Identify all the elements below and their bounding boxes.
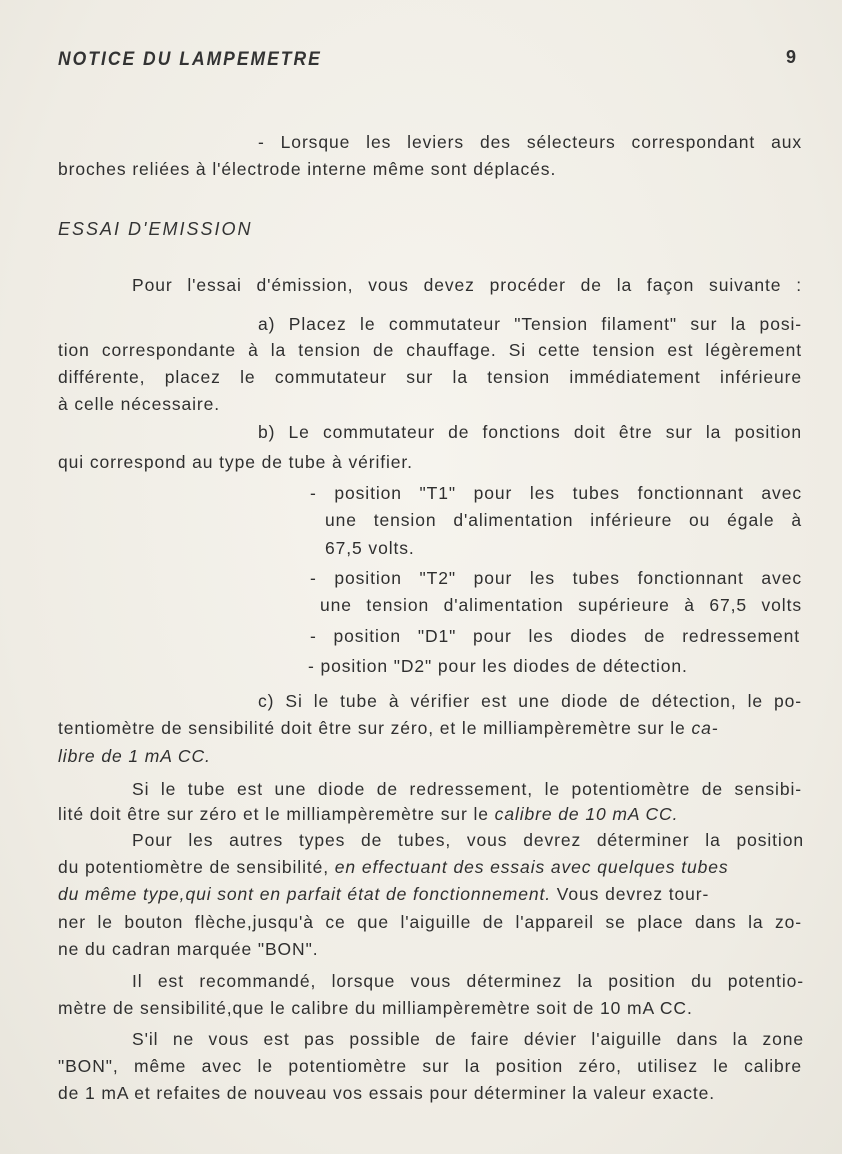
list-item: une tension d'alimentation supérieure à 67,5 volts	[320, 595, 802, 615]
intro-line-2: broches reliées à l'électrode interne même sont déplacés.	[58, 159, 557, 179]
paragraph-line: Pour l'essai d'émission, vous devez procéder de la façon suivante :	[132, 275, 802, 295]
paragraph-line: ne du cadran marquée "BON".	[58, 939, 319, 959]
paragraph-line: b) Le commutateur de fonctions doit être sur la position	[258, 422, 802, 442]
paragraph-line: Si le tube est une diode de redressement, le potentiomètre de sensibi-	[132, 779, 802, 799]
list-item: - position "T1" pour les tubes fonctionnant avec	[310, 483, 802, 503]
paragraph-line: libre de 1 mA CC.	[58, 746, 211, 766]
paragraph-line: différente, placez le commutateur sur la tension immédiatement inférieure	[58, 367, 802, 387]
paragraph-line: qui correspond au type de tube à vérifier.	[58, 452, 413, 472]
paragraph-line: du même type,qui sont en parfait état de fonctionnement. Vous devrez tour-	[58, 884, 710, 904]
paragraph-line: tion correspondante à la tension de chauffage. Si cette tension est légèrement	[58, 340, 802, 360]
page-header-title: NOTICE DU LAMPEMETRE	[58, 49, 322, 70]
paragraph-line: "BON", même avec le potentiomètre sur la position zéro, utilisez le calibre	[58, 1056, 802, 1076]
page-number: 9	[786, 47, 797, 67]
list-item: - position "D1" pour les diodes de redressement	[310, 626, 800, 646]
paragraph-line: mètre de sensibilité,que le calibre du milliampèremètre soit de 10 mA CC.	[58, 998, 693, 1018]
paragraph-line: tentiomètre de sensibilité doit être sur zéro, et le milliampèremètre sur le ca-	[58, 718, 719, 738]
paragraph-line: S'il ne vous est pas possible de faire dévier l'aiguille dans la zone	[132, 1029, 804, 1049]
paragraph-line: Il est recommandé, lorsque vous déterminez la position du potentio-	[132, 971, 804, 991]
paragraph-line: ner le bouton flèche,jusqu'à ce que l'aiguille de l'appareil se place dans la zo-	[58, 912, 802, 932]
paragraph-line: a) Placez le commutateur "Tension filament" sur la posi-	[258, 314, 802, 334]
list-item: une tension d'alimentation inférieure ou égale à	[325, 510, 802, 530]
list-item: 67,5 volts.	[325, 538, 415, 558]
section-title: ESSAI D'EMISSION	[58, 219, 253, 239]
list-item: - position "D2" pour les diodes de détection.	[308, 656, 688, 676]
paragraph-line: de 1 mA et refaites de nouveau vos essais pour déterminer la valeur exacte.	[58, 1083, 715, 1103]
paragraph-line: lité doit être sur zéro et le milliampèremètre sur le calibre de 10 mA CC.	[58, 804, 679, 824]
intro-line-1: - Lorsque les leviers des sélecteurs correspondant aux	[258, 132, 802, 152]
paragraph-line: Pour les autres types de tubes, vous devrez déterminer la position	[132, 830, 804, 850]
paragraph-line: c) Si le tube à vérifier est une diode de détection, le po-	[258, 691, 802, 711]
paragraph-line: du potentiomètre de sensibilité, en effectuant des essais avec quelques tubes	[58, 857, 729, 877]
list-item: - position "T2" pour les tubes fonctionnant avec	[310, 568, 802, 588]
paragraph-line: à celle nécessaire.	[58, 394, 221, 414]
